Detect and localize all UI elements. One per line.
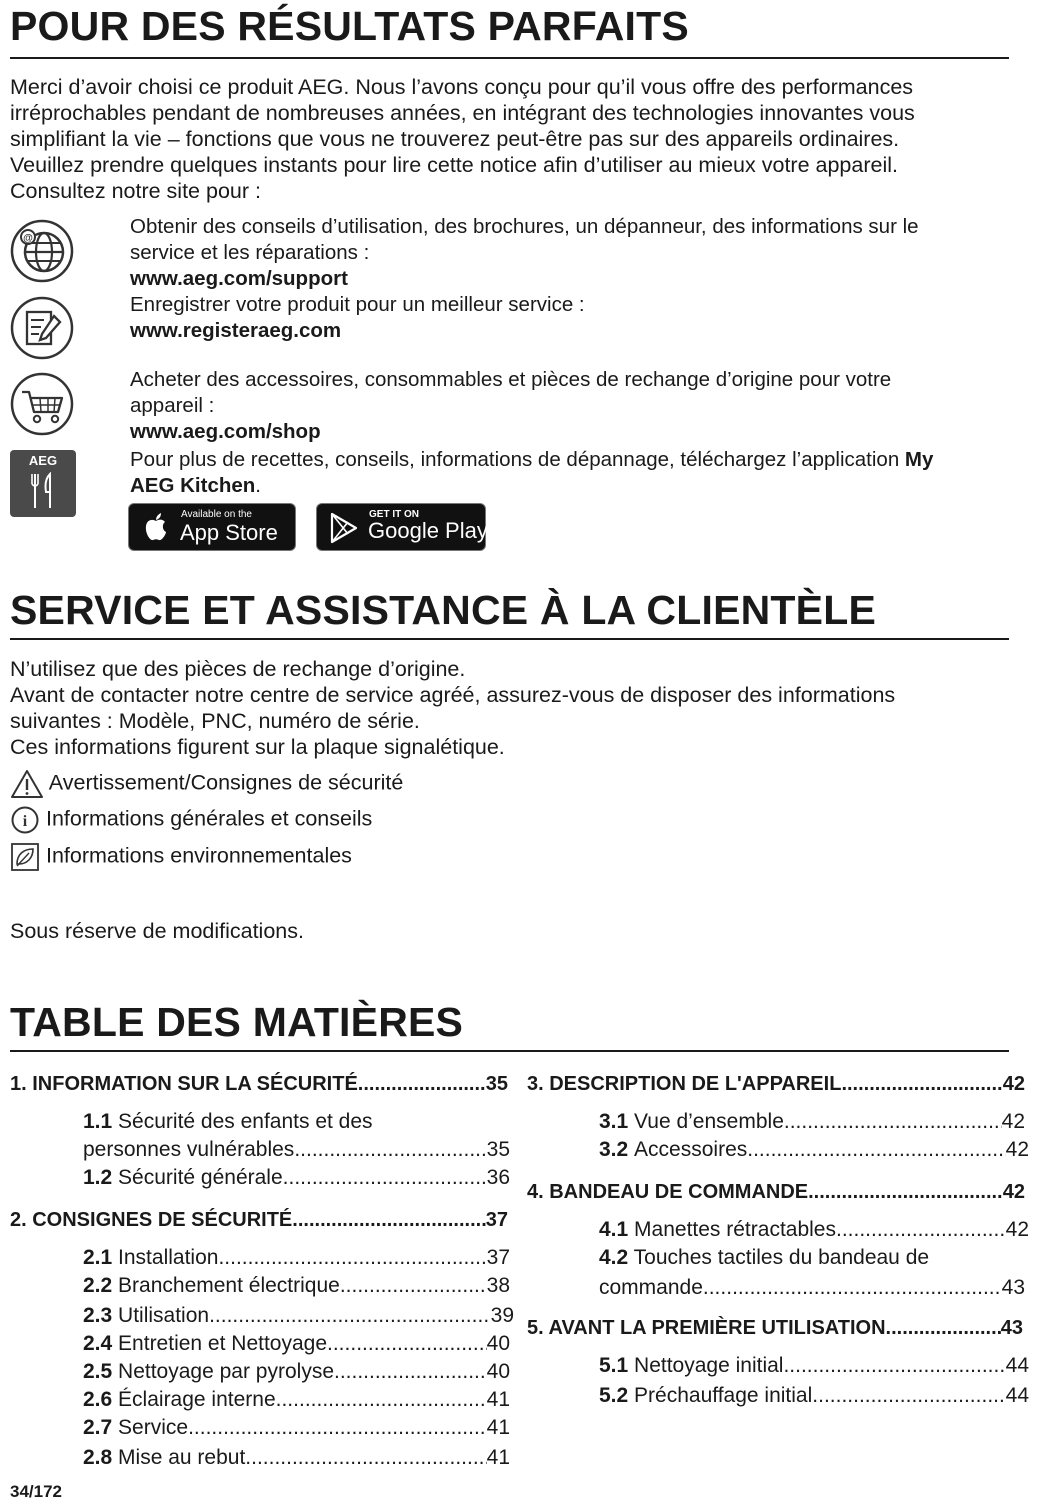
legend-warning-label: Avertissement/Consignes de sécurité: [48, 770, 404, 795]
toc-dots: [808, 1179, 1003, 1205]
svg-text:@: @: [23, 233, 33, 244]
page-number: 34/172: [10, 1482, 62, 1501]
toc-entry-number: 2.3: [83, 1304, 113, 1327]
toc-entry-number: 1.1: [83, 1110, 113, 1133]
toc-dots: [292, 1207, 485, 1233]
app-store-small-text: Available on the: [181, 509, 252, 520]
intro-line: irréprochables pendant de nombreuses années, en intégrant des technologies innovantes vous: [10, 101, 915, 125]
toc-page: 41: [486, 1388, 510, 1411]
svg-text:i: i: [22, 813, 28, 830]
toc-heading[interactable]: [10, 1207, 508, 1233]
toc-entry[interactable]: [83, 1414, 510, 1442]
service-line: suivantes : Modèle, PNC, numéro de série.: [10, 709, 420, 733]
cutlery-icon: [30, 472, 56, 510]
toc-entry-text: personnes vulnérables: [83, 1138, 295, 1161]
toc-entry[interactable]: [83, 1330, 510, 1358]
toc-entry-number: 4.2: [599, 1246, 629, 1269]
toc-page: 42: [1005, 1218, 1029, 1241]
toc-page: 43: [1000, 1317, 1023, 1339]
toc-entry[interactable]: [83, 1164, 510, 1192]
google-play-label: Google Play: [368, 518, 488, 543]
service-paragraph: [10, 656, 895, 760]
toc-dots: [218, 1244, 486, 1272]
toc-dots: [358, 1071, 486, 1097]
toc-dots: [327, 1330, 487, 1358]
toc-entry[interactable]: [599, 1216, 1029, 1244]
support-link[interactable]: www.aeg.com/support: [130, 267, 348, 290]
toc-dots: [209, 1302, 491, 1330]
toc-dots: [334, 1358, 487, 1386]
toc-dots: [283, 1164, 487, 1192]
toc-entry-text: Entretien et Nettoyage: [118, 1332, 328, 1355]
toc-entry-number: 2.2: [83, 1274, 113, 1297]
support-text-line: service et les réparations :: [130, 241, 370, 264]
toc-dots: [245, 1444, 486, 1472]
toc-dots: [703, 1274, 1002, 1302]
toc-entry[interactable]: [83, 1108, 373, 1136]
google-play-small-text: GET IT ON: [369, 509, 419, 520]
shop-text-line: appareil :: [130, 394, 215, 417]
toc-entry[interactable]: [83, 1244, 510, 1272]
toc-entry-number: 2.7: [83, 1416, 113, 1439]
toc-entry[interactable]: [599, 1352, 1029, 1380]
globe-icon: [10, 219, 74, 283]
shop-item: [130, 367, 891, 445]
intro-line: simplifiant la vie – fonctions que vous ne trouverez peut-être pas sur des appareils ordinaires.: [10, 127, 900, 151]
toc-entry[interactable]: [83, 1272, 510, 1300]
toc-page: 44: [1005, 1354, 1029, 1377]
shop-link[interactable]: www.aeg.com/shop: [130, 420, 321, 443]
toc-heading-text: 3. DESCRIPTION DE L'APPAREIL: [527, 1073, 842, 1095]
app-text-plain: Pour plus de recettes, conseils, informations de dépannage, téléchargez l’application: [130, 448, 905, 471]
toc-entry-number: 2.4: [83, 1332, 113, 1355]
toc-entry[interactable]: [599, 1136, 1029, 1164]
toc-heading[interactable]: [527, 1179, 1025, 1205]
app-text-line: [130, 447, 933, 473]
toc-entry-text: commande: [599, 1276, 703, 1299]
toc-entry-number: 2.6: [83, 1388, 113, 1411]
toc-entry-text: Branchement électrique: [118, 1274, 340, 1297]
toc-entry-text: Nettoyage initial: [634, 1354, 784, 1377]
register-icon: [10, 296, 74, 360]
register-text-line: Enregistrer votre produit pour un meilleur service :: [130, 293, 585, 316]
toc-page: 40: [486, 1332, 510, 1355]
intro-paragraph: [10, 74, 915, 204]
title-rule: [10, 638, 1009, 640]
toc-page: 38: [486, 1274, 510, 1297]
toc-entry-continued[interactable]: [83, 1136, 510, 1164]
toc-dots: [294, 1136, 486, 1164]
toc-entry-text: Vue d’ensemble: [634, 1110, 784, 1133]
toc-page: 40: [486, 1360, 510, 1383]
toc-entry[interactable]: [83, 1302, 514, 1330]
toc-page: 42: [1001, 1110, 1025, 1133]
service-line: Ces informations figurent sur la plaque signalétique.: [10, 735, 505, 759]
aeg-kitchen-app-icon: [10, 450, 76, 517]
intro-line: Veuillez prendre quelques instants pour lire cette notice afin d’utiliser au mieux votre appareil.: [10, 153, 898, 177]
toc-page: 35: [486, 1138, 510, 1161]
legend-warning: [10, 768, 403, 800]
toc-page: 37: [485, 1209, 508, 1231]
toc-dots: [783, 1352, 1005, 1380]
legend-environment: [10, 842, 352, 872]
toc-entry-number: 5.2: [599, 1384, 629, 1407]
toc-entry-number: 5.1: [599, 1354, 629, 1377]
toc-dots: [340, 1272, 487, 1300]
app-store-label: App Store: [180, 520, 278, 545]
toc-page: 39: [490, 1304, 514, 1327]
service-line: N’utilisez que des pièces de rechange d’origine.: [10, 657, 466, 681]
app-name-bold: My: [904, 448, 934, 471]
cart-icon: [10, 372, 74, 436]
section-title-results: POUR DES RÉSULTATS PARFAITS: [10, 3, 689, 49]
section-title-service: SERVICE ET ASSISTANCE À LA CLIENTÈLE: [10, 587, 877, 633]
toc-entry-text: Nettoyage par pyrolyse: [118, 1360, 334, 1383]
toc-entry-number: 3.1: [599, 1110, 629, 1133]
toc-entry-text: Mise au rebut: [118, 1446, 246, 1469]
register-link[interactable]: www.registeraeg.com: [130, 319, 342, 342]
toc-dots: [188, 1414, 487, 1442]
toc-heading-text: 4. BANDEAU DE COMMANDE: [527, 1181, 809, 1203]
toc-entry-text: Éclairage interne: [118, 1388, 276, 1411]
toc-entry-number: 1.2: [83, 1166, 113, 1189]
changes-note: Sous réserve de modifications.: [10, 919, 304, 943]
intro-line: Merci d’avoir choisi ce produit AEG. Nous l’avons conçu pour qu’il vous offre des performances: [10, 75, 914, 99]
toc-entry-text: Utilisation: [118, 1304, 210, 1327]
toc-entry-continued[interactable]: [599, 1274, 1025, 1302]
toc-page: 41: [486, 1446, 510, 1469]
service-line: Avant de contacter notre centre de service agréé, assurez-vous de disposer des informations: [10, 683, 896, 707]
toc-entry-text: Manettes rétractables: [634, 1218, 836, 1241]
toc-dots: [747, 1136, 1005, 1164]
support-text-line: Obtenir des conseils d’utilisation, des brochures, un dépanneur, des informations sur le: [130, 215, 919, 238]
toc-dots: [841, 1071, 1002, 1097]
toc-heading-text: 1. INFORMATION SUR LA SÉCURITÉ: [10, 1073, 358, 1095]
toc-page: 35: [485, 1073, 508, 1095]
toc-dots: [836, 1216, 1006, 1244]
app-name-bold: AEG Kitchen: [130, 474, 256, 497]
info-icon: [10, 805, 40, 835]
apple-icon: [143, 512, 169, 542]
toc-entry[interactable]: [599, 1244, 929, 1272]
app-text-line: [130, 473, 933, 499]
legend-info: [10, 805, 372, 835]
toc-entry[interactable]: [599, 1382, 1029, 1410]
toc-page: 36: [486, 1166, 510, 1189]
legend-info-label: Informations générales et conseils: [45, 806, 373, 831]
toc-page: 44: [1005, 1384, 1029, 1407]
leaf-icon: [10, 842, 40, 872]
title-rule: [10, 1050, 1009, 1052]
app-text-period: .: [255, 474, 261, 497]
app-store-badge[interactable]: [128, 503, 296, 551]
toc-entry-text: Service: [118, 1416, 189, 1439]
toc-dots: [784, 1108, 1002, 1136]
app-item: [130, 447, 933, 499]
toc-heading-text: 5. AVANT LA PREMIÈRE UTILISATION: [527, 1317, 886, 1339]
toc-page: 43: [1001, 1276, 1025, 1299]
toc-entry[interactable]: [83, 1358, 510, 1386]
register-item: [130, 292, 585, 344]
toc-heading-text: 2. CONSIGNES DE SÉCURITÉ: [10, 1209, 293, 1231]
toc-dots: [812, 1382, 1005, 1410]
toc-entry-text: Préchauffage initial: [634, 1384, 813, 1407]
toc-entry-number: 2.1: [83, 1246, 113, 1269]
play-icon: [329, 512, 359, 544]
toc-entry-text: Sécurité générale: [118, 1166, 283, 1189]
toc-page: 42: [1002, 1073, 1025, 1095]
toc-page: 37: [486, 1246, 510, 1269]
legend-environment-label: Informations environnementales: [45, 843, 352, 868]
toc-entry-text: Touches tactiles du bandeau de: [633, 1246, 930, 1269]
toc-heading[interactable]: [527, 1315, 1023, 1341]
toc-entry[interactable]: [83, 1444, 510, 1472]
title-rule: [10, 57, 1009, 59]
toc-entry-number: 3.2: [599, 1138, 629, 1161]
toc-dots: [276, 1386, 487, 1414]
toc-entry-number: 2.8: [83, 1446, 113, 1469]
toc-entry-text: Accessoires: [634, 1138, 748, 1161]
aeg-logo-text: AEG: [28, 453, 58, 468]
toc-dots: [886, 1315, 1001, 1341]
toc-entry[interactable]: [83, 1386, 510, 1414]
toc-entry-number: 4.1: [599, 1218, 629, 1241]
toc-entry[interactable]: [599, 1108, 1025, 1136]
google-play-badge[interactable]: [316, 503, 486, 551]
toc-entry-text: Installation: [118, 1246, 219, 1269]
shop-text-line: Acheter des accessoires, consommables et pièces de rechange d’origine pour votre: [130, 368, 892, 391]
section-title-toc: TABLE DES MATIÈRES: [10, 999, 464, 1045]
toc-page: 42: [1005, 1138, 1029, 1161]
toc-heading[interactable]: [527, 1071, 1025, 1097]
toc-entry-number: 2.5: [83, 1360, 113, 1383]
toc-heading[interactable]: [10, 1071, 508, 1097]
support-item: [130, 214, 919, 292]
toc-entry-text: Sécurité des enfants et des: [118, 1110, 373, 1133]
toc-page: 41: [486, 1416, 510, 1439]
toc-page: 42: [1002, 1181, 1025, 1203]
warning-icon: [10, 768, 44, 800]
intro-line: Consultez notre site pour :: [10, 179, 261, 203]
